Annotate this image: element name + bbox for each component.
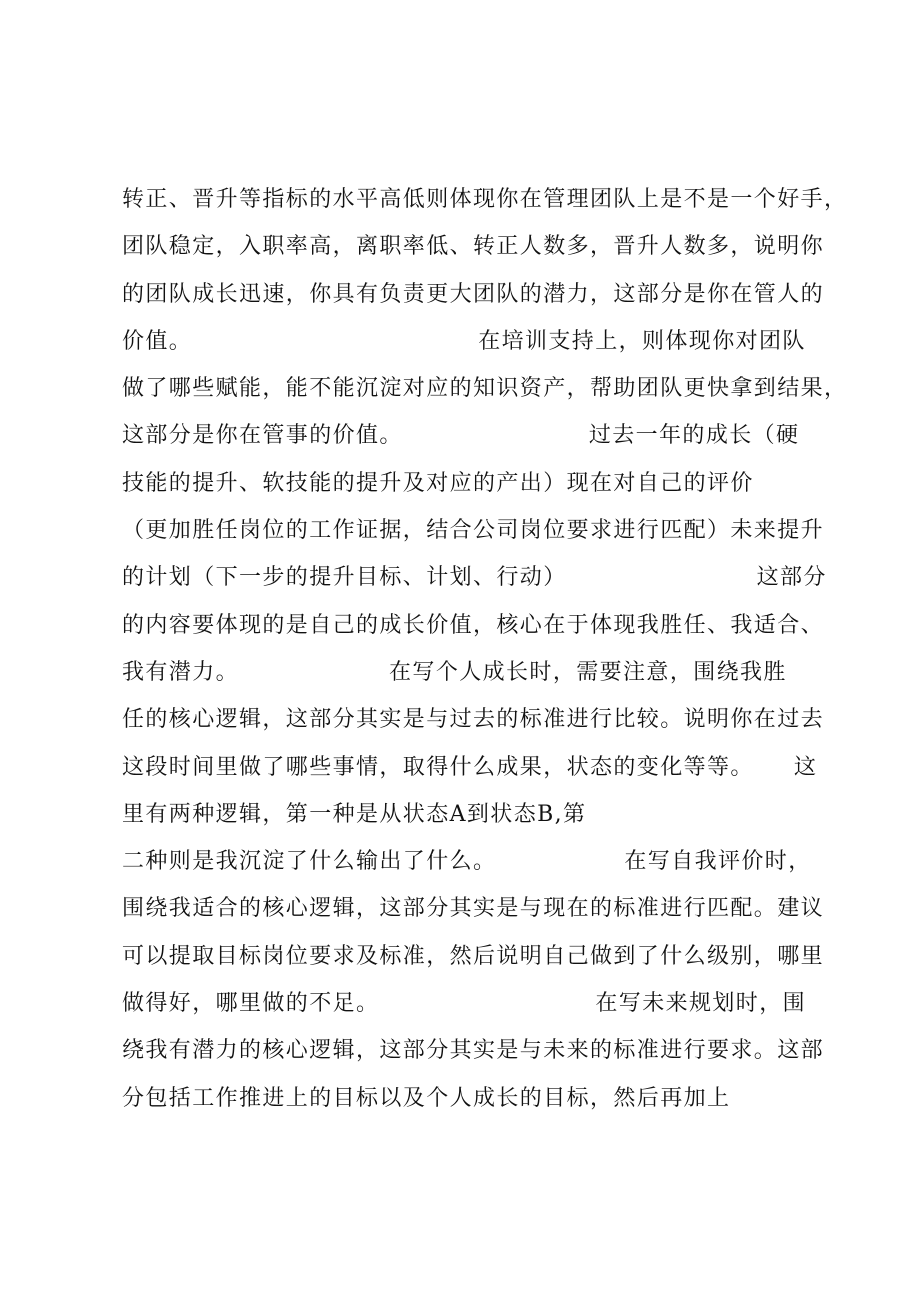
text-line-3: 的团队成长迅速，你具有负责更大团队的潜力，这部分是你在管人的 [122, 281, 825, 307]
text-line-17: 可以提取目标岗位要求及标准，然后说明自己做到了什么级别，哪里 [122, 943, 825, 969]
text-line-9: 的计划（下一步的提升目标、计划、行动） 这部分 [122, 565, 827, 591]
text-line-18: 做得好，哪里做的不足。 在写未来规划时，围 [122, 991, 807, 1017]
text-line-7: 技能的提升、软技能的提升及对应的产出）现在对自己的评价 [122, 470, 754, 496]
text-line-20: 分包括工作推进上的目标以及个人成长的目标，然后再加上 [122, 1085, 731, 1111]
text-line-14: 里有两种逻辑，第一种是从状态A到状态B,第 [122, 801, 587, 827]
text-line-11: 我有潜力。 在写个人成长时，需要注意，围绕我胜 [122, 659, 787, 685]
text-line-5: 做了哪些赋能，能不能沉淀对应的知识资产，帮助团队更快拿到结果， [122, 376, 848, 402]
text-line-6: 这部分是你在管事的价值。 过去一年的成长（硬 [122, 423, 800, 449]
body-text [122, 176, 848, 1122]
text-line-8: （更加胜任岗位的工作证据，结合公司岗位要求进行匹配）未来提升 [122, 518, 825, 544]
text-line-19: 绕我有潜力的核心逻辑，这部分其实是与未来的标准进行要求。这部 [122, 1038, 825, 1064]
text-line-10: 的内容要体现的是自己的成长价值，核心在于体现我胜任、我适合、 [122, 612, 825, 638]
text-line-4: 价值。 在培训支持上，则体现你对团队 [122, 328, 806, 354]
text-line-12: 任的核心逻辑，这部分其实是与过去的标准进行比较。说明你在过去 [122, 707, 825, 733]
text-line-13: 这段时间里做了哪些事情，取得什么成果，状态的变化等等。 这 [122, 754, 818, 780]
text-line-15: 二种则是我沉淀了什么输出了什么。 在写自我评价时， [122, 849, 812, 875]
text-line-2: 团队稳定，入职率高，离职率低、转正人数多，晋升人数多，说明你 [122, 234, 825, 260]
text-line-16: 围绕我适合的核心逻辑，这部分其实是与现在的标准进行匹配。建议 [122, 896, 825, 922]
text-line-1: 转正、晋升等指标的水平高低则体现你在管理团队上是不是一个好手， [122, 187, 848, 212]
